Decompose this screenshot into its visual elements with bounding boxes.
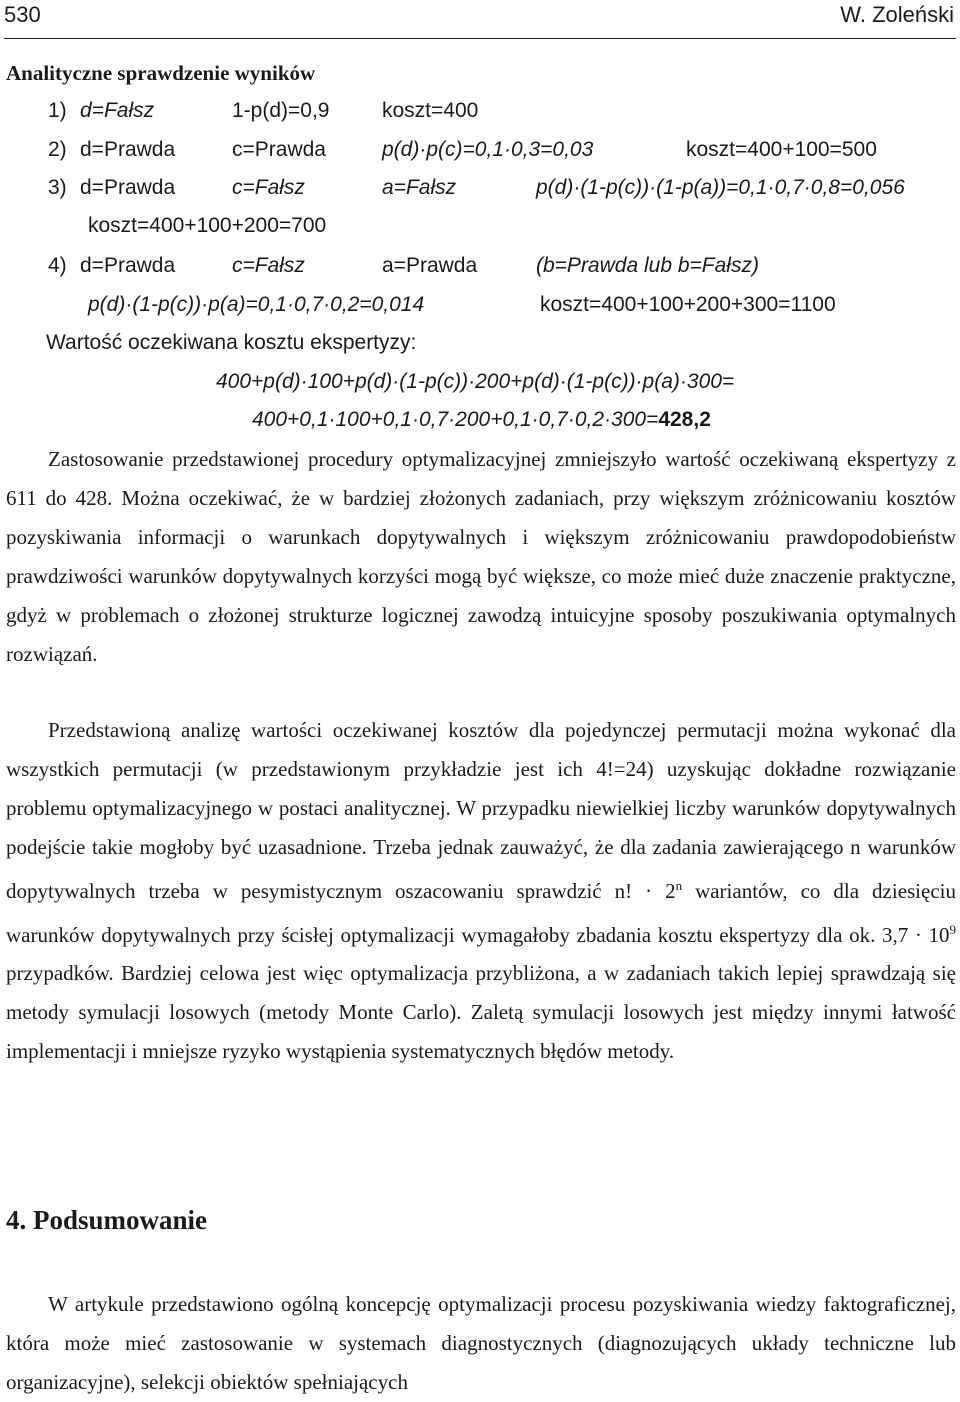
case-2-number: 2) bbox=[48, 138, 67, 161]
case-4-cond-a: a=Prawda bbox=[382, 254, 478, 277]
section-heading-summary: 4. Podsumowanie bbox=[6, 1205, 208, 1235]
case-3-cond-d: d=Prawda bbox=[80, 176, 176, 199]
case-2-prob: p(d)·p(c)=0,1·0,3=0,03 bbox=[382, 138, 594, 161]
case-4-cond-b: (b=Prawda lub b=Fałsz) bbox=[536, 254, 759, 277]
case-4-number: 4) bbox=[48, 254, 67, 277]
case-1-prob: 1-p(d)=0,9 bbox=[232, 99, 330, 122]
page-number: 530 bbox=[4, 2, 41, 27]
paragraph-2-part-2: wariantów, co dla dziesięciu warunków dopytywalnych przy ścisłej optymalizacji wymagałoby zbadania kosztu ekspertyzy dla ok. 3,7 · 10 bbox=[6, 878, 956, 947]
case-3-cost: koszt=400+100+200=700 bbox=[88, 214, 327, 237]
running-author: W. Zoleński bbox=[840, 2, 954, 27]
paragraph-3: W artykule przedstawiono ogólną koncepcję optymalizacji procesu pozyskiwania wiedzy faktograficznej, która może mieć zastosowanie w systemach diagnostycznych (diagnozujących układy techniczne lub organizacyjne), selekcji obiektów spełniających bbox=[6, 1292, 956, 1394]
case-1-cost: koszt=400 bbox=[382, 99, 479, 122]
section-title: Analityczne sprawdzenie wyników bbox=[6, 61, 316, 85]
case-3-cond-c: c=Fałsz bbox=[232, 176, 305, 199]
case-2-cond-d: d=Prawda bbox=[80, 138, 176, 161]
case-2-cond-c: c=Prawda bbox=[232, 138, 326, 161]
paragraph-2-part-3: przypadków. Bardziej celowa jest więc optymalizacja przybliżona, a w zadaniach takich lepiej sprawdzają się metody symulacji losowych (metody Monte Carlo). Zaletą symulacji losowych jest między innymi łatwość implementacji i mniejsze ryzyko wystąpienia systematycznych błędów metody. bbox=[6, 961, 956, 1064]
paragraph-2-part-1: Przedstawioną analizę wartości oczekiwanej kosztów dla pojedynczej permutacji można wykonać dla wszystkich permutacji (w przedstawionym przykładzie jest ich 4!=24) uzyskując dokładne rozwiązanie problemu optymalizacyjnego w postaci analitycznej. W przypadku niewielkiej liczby warunków dopytywalnych podejście takie mogłoby być uzasadnione. Trzeba jednak zauważyć, że dla zadania zawierającego n warunków dopytywalnych trzeba w pesymistycznym oszacowaniu sprawdzić n! · 2 bbox=[6, 718, 956, 903]
case-1-cond-d: d=Fałsz bbox=[80, 99, 155, 122]
expected-cost-result: 428,2 bbox=[658, 408, 711, 431]
superscript-9: 9 bbox=[949, 921, 956, 937]
page-header bbox=[4, 2, 954, 32]
case-4-prob: p(d)·(1-p(c))·p(a)=0,1·0,7·0,2=0,014 bbox=[88, 293, 425, 316]
paragraph-2 bbox=[6, 711, 956, 1071]
expected-cost-numeric: 400+0,1·100+0,1·0,7·200+0,1·0,7·0,2·300= bbox=[252, 408, 659, 431]
case-4-cost: koszt=400+100+200+300=1100 bbox=[540, 293, 836, 316]
case-4-cond-d: d=Prawda bbox=[80, 254, 176, 277]
superscript-n: n bbox=[675, 877, 683, 893]
case-2-cost: koszt=400+100=500 bbox=[686, 138, 877, 161]
expected-cost-formula: 400+p(d)·100+p(d)·(1-p(c))·200+p(d)·(1-p(c))·p(a)·300= bbox=[216, 370, 735, 393]
expected-cost-numeric-line bbox=[252, 406, 711, 434]
case-1-number: 1) bbox=[48, 99, 67, 122]
paragraph-1: Zastosowanie przedstawionej procedury optymalizacyjnej zmniejszyło wartość oczekiwaną ekspertyzy z 611 do 428. Można oczekiwać, że w bardziej złożonych zadaniach, przy większym zróżnicowaniu kosztów pozyskiwania informacji o warunkach dopytywalnych i większym zróżnicowaniu prawdopodobieństw prawdziwości warunków dopytywalnych korzyści mogą być większe, co może mieć duże znaczenie praktyczne, gdyż w problemach o złożonej strukturze logicznej zawodzą intuicyjne sposoby poszukiwania optymalnych rozwiązań. bbox=[6, 447, 956, 666]
case-3-number: 3) bbox=[48, 176, 67, 199]
case-4-cond-c: c=Fałsz bbox=[232, 254, 305, 277]
case-3-cond-a: a=Fałsz bbox=[382, 176, 457, 199]
case-3-prob: p(d)·(1-p(c))·(1-p(a))=0,1·0,7·0,8=0,056 bbox=[536, 176, 905, 199]
expected-cost-label: Wartość oczekiwana kosztu ekspertyzy: bbox=[46, 331, 417, 354]
header-rule bbox=[4, 38, 956, 39]
